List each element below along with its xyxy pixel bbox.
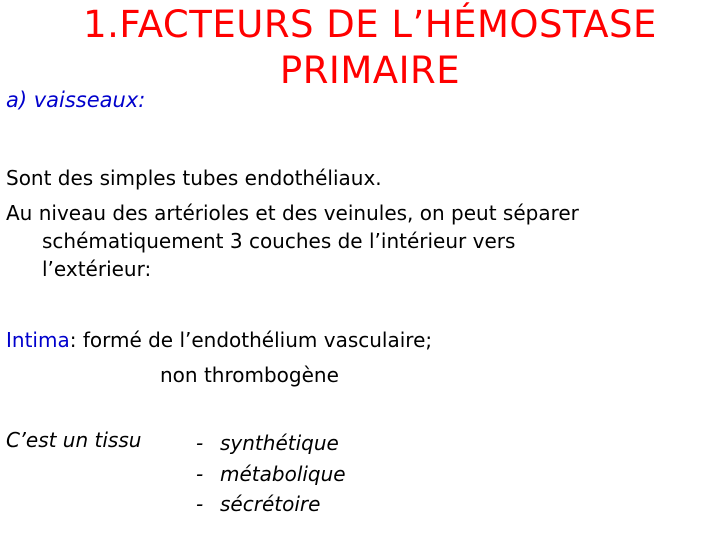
tissu-label: C’est un tissu <box>6 428 142 452</box>
tissu-list <box>196 428 346 520</box>
tissu-item-metabolique: métabolique <box>220 461 346 486</box>
intima-line <box>6 326 432 354</box>
paragraph-couches <box>6 199 696 283</box>
paragraph-couches-line2: schématiquement 3 couches de l’intérieur vers <box>42 229 516 253</box>
dash-bullet: - <box>196 492 204 516</box>
dash-bullet: - <box>196 461 204 486</box>
tissu-item-secretoire: sécrétoire <box>220 492 321 516</box>
intima-text: : formé de l’endothélium vasculaire; <box>69 328 433 352</box>
slide-title <box>40 2 700 94</box>
slide-title-line1: 1.FACTEURS DE L’HÉMOSTASE <box>83 3 657 46</box>
paragraph-tubes: Sont des simples tubes endothéliaux. <box>6 166 382 190</box>
intima-label: Intima <box>6 328 70 352</box>
paragraph-couches-line1: Au niveau des artérioles et des veinules, on peut séparer <box>6 201 579 225</box>
slide-title-line2: PRIMAIRE <box>279 49 461 92</box>
intima-text-continued: non thrombogène <box>160 363 339 387</box>
dash-bullet: - <box>196 431 204 455</box>
paragraph-couches-line3: l’extérieur: <box>42 257 152 281</box>
list-item <box>196 489 346 520</box>
list-item <box>196 459 346 490</box>
section-subtitle: a) vaisseaux: <box>6 88 146 112</box>
list-item <box>196 428 346 459</box>
tissu-item-synthetique: synthétique <box>220 431 339 455</box>
